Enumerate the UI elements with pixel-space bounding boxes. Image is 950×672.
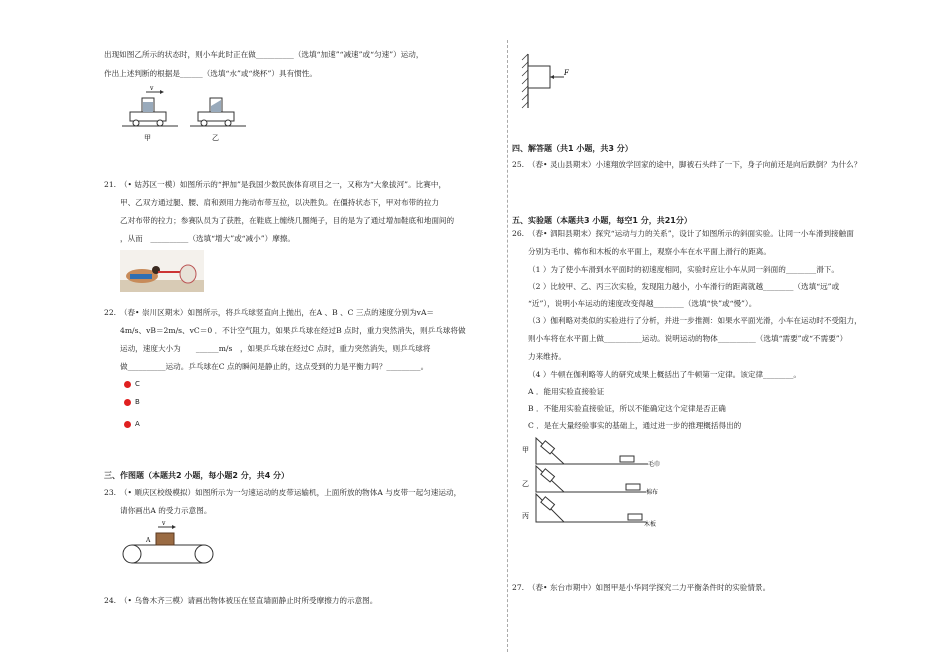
force-arrowhead [550, 75, 554, 79]
ball-c [124, 381, 131, 388]
q21-line-3: 乙对布带的拉力；参赛队员为了获胜，在鞋底上缠绕几圈绳子，目的是为了通过增加鞋底和地面间的 [120, 216, 455, 225]
q21-line-2: 甲、乙双方通过腿、腰、肩和颈用力拖动布带互拉，以决胜负。在僵持状态下，甲对布带的拉力 [120, 198, 439, 207]
cart-c [628, 514, 642, 520]
water-a [143, 102, 153, 112]
q24-text: 24. （• 乌鲁木齐三模）请画出物体被压在竖直墙面静止时所受摩擦力的示意图。 [104, 596, 378, 605]
point-a-label: A [135, 420, 140, 428]
incline-label-b: 乙 [522, 480, 529, 488]
q26-sub-2b: “近”），说明小车运动的速度改变得越________（选填“快”或“慢”）。 [528, 299, 757, 308]
q26-line-1: 26. （春• 泗阳县期末）探究“运动与力的关系”，设计了如图所示的斜面实验。让同一小车滑到接触面 [512, 229, 854, 238]
point-a [124, 420, 140, 428]
q23-line-2: 请你画出A 的受力示意图。 [120, 506, 212, 515]
q21-line-4: ，从而 __________（选填“增大”或“减小”）摩擦。 [120, 234, 295, 243]
point-c-label: C [135, 380, 140, 388]
q23-line-1: 23. （• 順庆区校级模拟）如图所示为一匀速运动的皮带运输机，上面所放的物体A 与皮带一起匀速运动， [104, 488, 462, 497]
q26-option-c: C ．是在大量经验事实的基础上，通过进一步的推理概括得出的 [528, 421, 742, 430]
cart-a [620, 456, 634, 462]
cart-label-a: 甲 [144, 134, 151, 142]
wheel-b1 [201, 120, 207, 126]
q22-line-1: 22. （春• 崇川区期末）如图所示，将乒乓球竖直向上抛出，在A 、B 、C 三点的速度分别为vA＝ [104, 308, 435, 317]
force-label: F [564, 69, 569, 77]
tug-photo [120, 250, 204, 292]
point-b-label: B [135, 398, 140, 406]
q26-sub-3a: （3 ）伽利略对类似的实验进行了分析，并进一步推测：如果水平面光滑，小车在运动时不受阻力， [528, 316, 862, 325]
wheel-a1 [133, 120, 139, 126]
conveyor-figure [120, 520, 216, 568]
surface-label-b: 棉布 [646, 489, 659, 496]
q22-line-3: 运动，速度大小为 ______m/s ，如果乒乓球在经过C 点时，重力突然消失，则乒乓球将 [120, 344, 431, 353]
q21-line-1: 21. （• 姑苏区一模）如图所示的“押加”是我国少数民族体育项目之一，又称为“大象拔河”。比赛中， [104, 180, 447, 189]
point-c [124, 380, 140, 388]
section-3-title: 三、作图题（本题共2 小题，每小题2 分，共4 分） [104, 471, 290, 480]
q26-sub-4: （4 ）牛顿在伽利略等人的研究成果上概括出了牛顿第一定律。该定律________。 [528, 370, 802, 379]
surface-label-a: 毛巾 [648, 461, 661, 468]
q26-sub-3b: 则小车将在水平面上做__________运动。说明运动的物体__________（选填“需要”或“不需要”） [528, 334, 848, 343]
q26-sub-1: （1 ）为了使小车滑到水平面时的初速度相同，实验时应让小车从同一斜面的________滑下。 [528, 265, 839, 274]
velocity-arrowhead [160, 90, 164, 94]
wall-block-figure [518, 52, 578, 112]
cart-b [626, 484, 640, 490]
intro-line-2: 作出上述判断的根据是______（选填“水”或“烧杯”）具有惯性。 [104, 69, 317, 78]
incline-label-a: 甲 [522, 446, 529, 454]
belt-velocity-label: v [162, 520, 166, 527]
ball-a [124, 421, 131, 428]
point-b [124, 398, 140, 406]
roller-right [195, 545, 213, 563]
q27-text: 27. （春• 东台市期中）如图甲是小华同学探究二力平衡条件时的实验情景。 [512, 583, 771, 592]
roller-left [123, 545, 141, 563]
section-4-title: 四、解答题（共1 小题，共3 分） [512, 144, 633, 153]
ball-b [124, 399, 131, 406]
block-a-label: A [146, 537, 151, 544]
q26-option-a: A ．能用实验直接验证 [528, 387, 605, 396]
q26-option-b: B ．不能用实验直接验证，所以不能确定这个定律是否正确 [528, 404, 726, 413]
block-a [156, 533, 174, 545]
pressed-block [528, 66, 550, 88]
belt-velocity-arrowhead [172, 525, 176, 529]
q22-line-2: 4m/s、vB＝2m/s、vC＝0 ．不计空气阻力，如果乒乓球在经过B 点时，重力突然消失，则乒乓球将做 [120, 326, 466, 335]
q22-line-4: 做__________运动。乒乓球在C 点的瞬间是静止的，这点受到的力是平衡力吗？_________。 [120, 362, 429, 371]
wall-hatch [522, 54, 528, 108]
incline-figure [520, 436, 690, 530]
cart-figure [120, 84, 250, 146]
column-divider [507, 40, 508, 652]
q25-text: 25. （春• 灵山县期末）小速翔放学回家的途中，脚被石头绊了一下，身子向前还是向后跌倒？为什么？ [512, 160, 862, 169]
q26-sub-3c: 力来维持。 [528, 352, 566, 361]
velocity-label: v [150, 85, 154, 92]
q26-sub-2a: （2 ）比较甲、乙、丙三次实验，发现阻力越小，小车滑行的距离就越________（选填“远”或 [528, 282, 840, 291]
cart-label-b: 乙 [212, 134, 219, 142]
q26-line-2: 分别为毛巾、棉布和木板的水平面上，观察小车在水平面上滑行的距离。 [528, 247, 771, 256]
wheel-a2 [157, 120, 163, 126]
section-5-title: 五、实验题（本题共3 小题，每空1 分，共21分） [512, 216, 692, 225]
wheel-b2 [225, 120, 231, 126]
surface-label-c: 木板 [644, 521, 657, 528]
intro-line-1: 出现如图乙所示的状态时，则小车此时正在做__________（选填“加速”“减速”或“匀速”）运动， [104, 50, 424, 59]
incline-label-c: 丙 [522, 512, 529, 520]
